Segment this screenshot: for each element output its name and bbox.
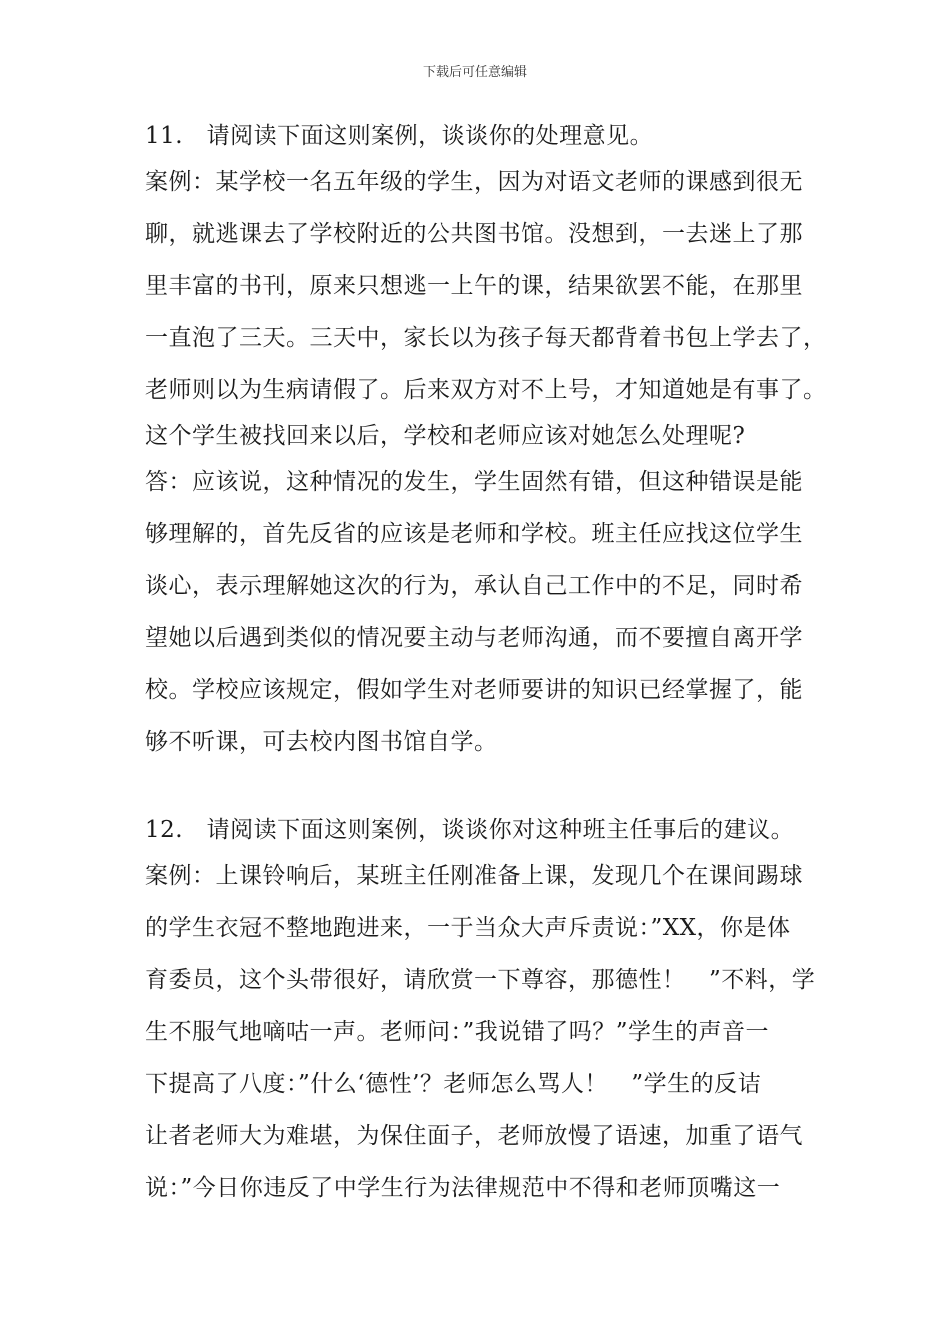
page-header: 下载后可任意编辑 <box>422 65 527 80</box>
paragraph-line: 说：”今日你违反了中学生行为法律规范中不得和老师顶嘴这一 <box>145 1175 781 1201</box>
answer-line: 谈心，表示理解她这次的行为，承认自己工作中的不足，同时希 <box>145 573 803 599</box>
answer-line: 答：应该说，这种情况的发生，学生固然有错，但这种错误是能 <box>145 469 803 495</box>
paragraph-line: 案例：上课铃响后，某班主任刚准备上课，发现几个在课间踢球 <box>145 863 803 889</box>
paragraph-line: 老师则以为生病请假了。后来双方对不上号，才知道她是有事了。 <box>145 377 827 403</box>
answer-line: 够理解的，首先反省的应该是老师和学校。班主任应找这位学生 <box>145 521 803 547</box>
paragraph-line: 里丰富的书刊，原来只想逃一上午的课，结果欲罢不能，在那里 <box>145 273 803 299</box>
paragraph-line: 聊，就逃课去了学校附近的公共图书馆。没想到，一去迷上了那 <box>145 221 803 247</box>
answer-line: 校。学校应该规定，假如学生对老师要讲的知识已经掌握了，能 <box>145 677 803 703</box>
paragraph-line: 育委员，这个头带很好，请欣赏一下尊容，那德性！ ”不料，学 <box>145 967 816 993</box>
paragraph-line: 这个学生被找回来以后，学校和老师应该对她怎么处理呢? <box>145 423 746 449</box>
question-11-title: 11. 请阅读下面这则案例，谈谈你的处理意见。 <box>145 123 654 149</box>
answer-line: 望她以后遇到类似的情况要主动与老师沟通，而不要擅自离开学 <box>145 625 803 651</box>
question-12 <box>145 810 825 1214</box>
section-gap <box>145 768 825 810</box>
document-body <box>145 116 825 1214</box>
paragraph-line: 下提高了八度：”什么‘德性’？老师怎么骂人！ ”学生的反诘 <box>145 1071 762 1097</box>
paragraph-line: 一直泡了三天。三天中，家长以为孩子每天都背着书包上学去了， <box>145 325 827 351</box>
paragraph-line: 让者老师大为难堪，为保住面子，老师放慢了语速，加重了语气 <box>145 1123 803 1149</box>
paragraph-line: 生不服气地嘀咕一声。老师问：”我说错了吗？”学生的声音一 <box>145 1019 770 1045</box>
question-11 <box>145 116 825 768</box>
paragraph-line: 案例：某学校一名五年级的学生，因为对语文老师的课感到很无 <box>145 169 803 195</box>
paragraph-line: 的学生衣冠不整地跑进来，一于当众大声斥责说：”XX，你是体 <box>145 915 791 941</box>
answer-line: 够不听课，可去校内图书馆自学。 <box>145 729 498 755</box>
question-12-title: 12. 请阅读下面这则案例，谈谈你对这种班主任事后的建议。 <box>145 817 795 843</box>
